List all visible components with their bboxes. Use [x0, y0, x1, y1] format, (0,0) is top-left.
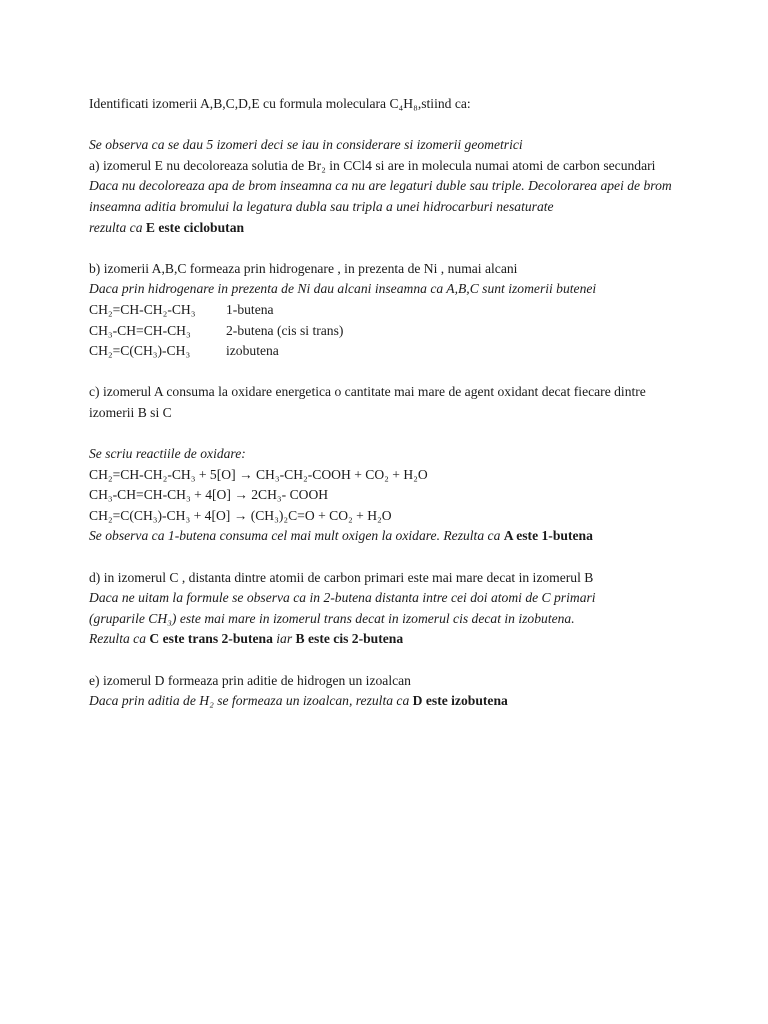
document-page — [89, 94, 689, 712]
question-text: Identificati izomerii A,B,C,D,E cu formula moleculara C₄H₈,stiind ca: — [89, 96, 471, 111]
part-a-statement: a) izomerul E nu decoloreaza solutia de Br₂ in CCl4 si are in molecula numai atomi de carbon secundari — [89, 157, 656, 173]
isomer-row — [89, 300, 689, 321]
part-c-result — [89, 526, 689, 547]
part-b-explanation: Daca prin hidrogenare in prezenta de Ni dau alcani inseamna ca A,B,C sunt izomerii butenei — [89, 281, 597, 297]
part-d-result-answer-b: B este cis 2-butena — [295, 631, 404, 647]
isomer-row — [89, 341, 689, 362]
part-a-result-prefix: rezulta ca — [89, 219, 146, 235]
part-b-statement: b) izomerii A,B,C formeaza prin hidrogenare , in prezenta de Ni , numai alcani — [89, 260, 518, 276]
part-e-result-prefix: Daca prin aditia de H₂ se formeaza un izoalcan, rezulta ca — [89, 693, 413, 709]
part-c-result-answer: A este 1-butena — [503, 528, 593, 544]
part-d-explanation-1: Daca ne uitam la formule se observa ca in 2-butena distanta intre cei doi atomi de C primari — [89, 590, 596, 606]
isomer-name: 2-butena (cis si trans) — [226, 322, 344, 338]
reaction-equation: CH₂=CH-CH₂-CH₃ + 5[O] → CH₃-CH₂-COOH + CO₂ + H₂O — [89, 466, 428, 482]
part-a-result — [89, 218, 689, 239]
isomer-name: izobutena — [226, 343, 279, 359]
part-d-result-middle: iar — [272, 631, 296, 647]
part-e-statement: e) izomerul D formeaza prin aditie de hidrogen un izoalcan — [89, 672, 411, 688]
part-d-result-prefix: Rezulta ca — [89, 631, 150, 647]
part-c-result-prefix: Se observa ca 1-butena consuma cel mai mult oxigen la oxidare. Rezulta ca — [89, 528, 504, 544]
part-d-explanation-2: (gruparile CH₃) este mai mare in izomerul trans decat in izomerul cis decat in izobutena. — [89, 610, 575, 626]
part-c-statement: c) izomerul A consuma la oxidare energetica o cantitate mai mare de agent oxidant decat fiecare dintre izomerii B si C — [89, 384, 646, 420]
part-c-reactions-intro: Se scriu reactiile de oxidare: — [89, 446, 246, 462]
part-e-result-answer: D este izobutena — [412, 693, 508, 709]
part-a-explanation: Daca nu decoloreaza apa de brom inseamna ca nu are legaturi duble sau triple. Decolorarea apei de brom inseamna aditia bromului la legatura dubla sau tripla a unei hidrocarburi nesaturate — [89, 178, 672, 214]
part-d-statement: d) in izomerul C , distanta dintre atomii de carbon primari este mai mare decat in izomerul B — [89, 569, 594, 585]
isomer-row — [89, 321, 689, 342]
part-d-result — [89, 629, 689, 650]
isomer-name: 1-butena — [226, 301, 274, 317]
reaction-equation: CH₃-CH=CH-CH₃ + 4[O] → 2CH₃- COOH — [89, 487, 329, 503]
isomer-formula: CH₃-CH=CH-CH₃ — [89, 322, 191, 338]
part-a-result-answer: E este ciclobutan — [145, 219, 245, 235]
isomer-formula: CH₂=CH-CH₂-CH₃ — [89, 301, 196, 317]
reaction-equation: CH₂=C(CH₃)-CH₃ + 4[O] → (CH₃)₂C=O + CO₂ + H₂O — [89, 507, 392, 523]
part-e-result — [89, 691, 689, 712]
part-d-result-answer-c: C este trans 2-butena — [149, 631, 273, 647]
isomer-formula: CH₂=C(CH₃)-CH₃ — [89, 343, 191, 359]
intro-note: Se observa ca se dau 5 izomeri deci se iau in considerare si izomerii geometrici — [89, 137, 523, 153]
